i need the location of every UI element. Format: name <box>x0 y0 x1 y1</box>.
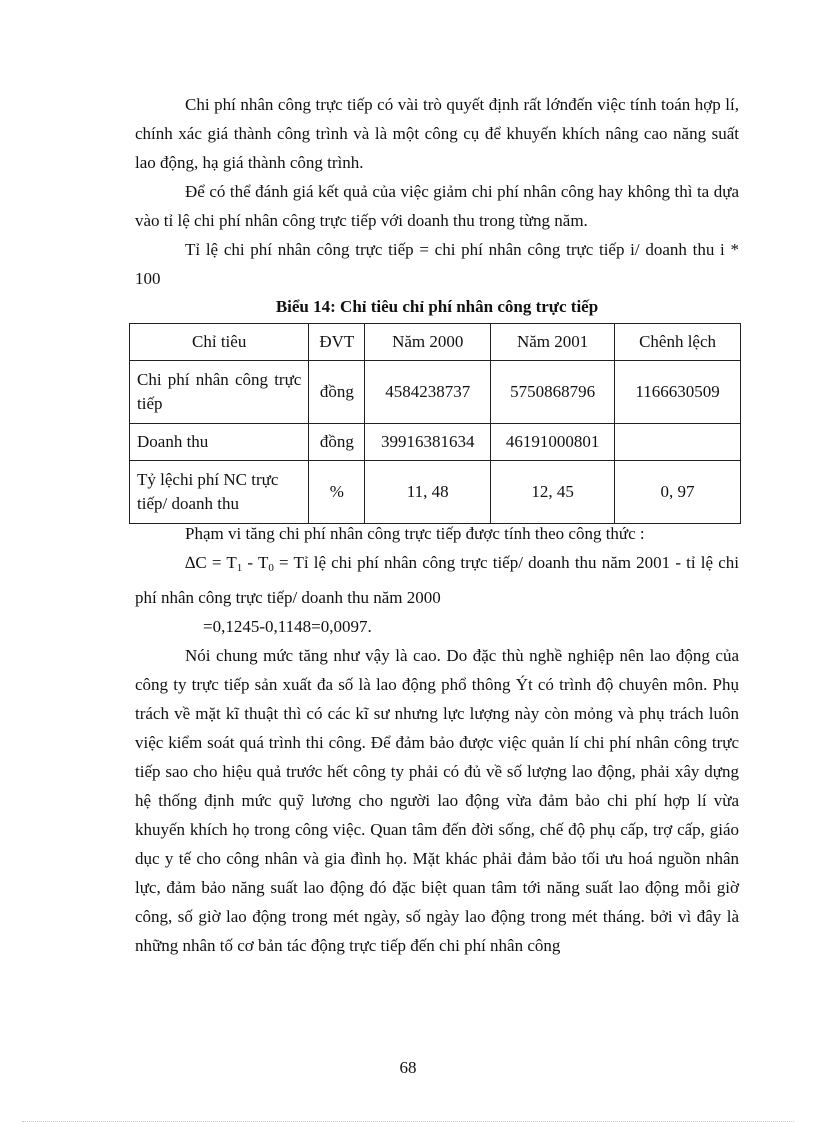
formula-result: =0,1245-0,1148=0,0097. <box>203 617 372 636</box>
paragraph-discussion: Nói chung mức tăng như vậy là cao. Do đặc thù nghề nghiệp nên lao động của công ty trực tiếp sản xuất đa số là lao động phổ thông Ýt có trình độ chuyên môn. Phụ trách về mặt kĩ thuật thì có các kĩ sư nhưng lực lượng này còn mỏng và phụ trách luôn việc kiểm soát quá trình thi công. Để đảm bảo được việc quản lí chi phí nhân công trực tiếp sao cho hiệu quả trước hết công ty phải có đủ về số lượng lao động, phải xây dựng hệ thống định mức quỹ lương cho người lao động vừa đảm bảo chi phí hợp lí vừa khuyến khích họ trong công việc. Quan tâm đến đời sống, chế độ phụ cấp, trợ cấp, giáo dục y tế cho công nhân và gia đình họ. Mặt khác phải đảm bảo tối ưu hoá nguồn nhân lực, đảm bảo năng suất lao động đó đặc biệt quan tâm tới năng suất lao động mỗi giờ công, số giờ lao động trong mét ngày, số ngày lao động trong mét tháng. bởi vì đây là những nhân tố cơ bản tác động trực tiếp đến chi phí nhân công <box>135 646 739 955</box>
formula-minus: - T <box>242 553 269 572</box>
table-header-row <box>130 324 741 361</box>
row-value-2000: 39916381634 <box>365 424 491 461</box>
row-label: Tỷ lệchi phí NC trực tiếp/ doanh thu <box>130 461 309 524</box>
formula-section <box>135 519 739 641</box>
header-year-2000: Năm 2000 <box>365 324 491 361</box>
row-label: Doanh thu <box>130 424 309 461</box>
row-value-2001: 12, 45 <box>491 461 615 524</box>
formula-rhs: = Tỉ lệ chi phí nhân công trực tiếp/ doanh thu năm 2001 - tỉ lệ chi phí nhân công trực tiếp/ doanh thu năm 2000 <box>135 553 739 607</box>
table-row <box>130 461 741 524</box>
row-difference: 0, 97 <box>615 461 741 524</box>
paragraph-evaluation: Để có thể đánh giá kết quả của việc giảm chi phí nhân công hay không thì ta dựa vào tỉ lệ chi phí nhân công trực tiếp với doanh thu trong từng năm. <box>135 182 739 230</box>
paragraph-ratio-formula: Tỉ lệ chi phí nhân công trực tiếp = chi phí nhân công trực tiếp i/ doanh thu i * 100 <box>135 240 739 288</box>
header-year-2001: Năm 2001 <box>491 324 615 361</box>
formula-intro: Phạm vi tăng chi phí nhân công trực tiếp được tính theo công thức : <box>185 524 645 543</box>
row-difference <box>615 424 741 461</box>
row-value-2000: 11, 48 <box>365 461 491 524</box>
row-label: Chi phí nhân công trực tiếp <box>130 361 309 424</box>
row-unit: % <box>309 461 365 524</box>
row-value-2000: 4584238737 <box>365 361 491 424</box>
intro-section <box>135 90 739 293</box>
row-unit: đồng <box>309 361 365 424</box>
formula-t1-subscript: 1 <box>236 562 243 574</box>
table-title: Biểu 14: Chỉ tiêu chỉ phí nhân công trực tiếp <box>275 297 599 316</box>
paragraph-importance: Chi phí nhân công trực tiếp có vài trò quyết định rất lớnđến việc tính toán hợp lí, chính xác giá thành công trình và là một công cụ để khuyến khích nâng cao năng suất lao động, hạ giá thành công trình. <box>135 95 739 172</box>
header-indicator: Chỉ tiêu <box>130 324 309 361</box>
table-row <box>130 361 741 424</box>
row-value-2001: 5750868796 <box>491 361 615 424</box>
row-value-2001: 46191000801 <box>491 424 615 461</box>
discussion-section <box>135 641 739 960</box>
footer-divider <box>22 1121 794 1122</box>
formula-lhs: ∆C = T <box>185 553 237 572</box>
row-unit: đồng <box>309 424 365 461</box>
formula-t0-subscript: 0 <box>268 562 274 574</box>
formula-definition <box>135 548 739 612</box>
labor-cost-table <box>129 323 741 524</box>
table-row <box>130 424 741 461</box>
page-number: 68 <box>399 1058 417 1077</box>
header-difference: Chênh lệch <box>615 324 741 361</box>
header-unit: ĐVT <box>309 324 365 361</box>
row-difference: 1166630509 <box>615 361 741 424</box>
